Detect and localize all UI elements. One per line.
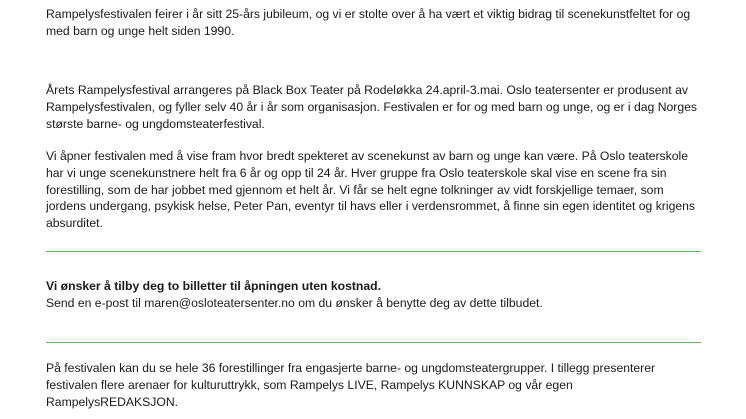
intro-paragraph: Rampelysfestivalen feirer i år sitt 25-års jubileum, og vi er stolte over å ha vært et viktig bidrag til scenekunstfeltet for og med barn og unge helt siden 1990. <box>46 7 691 38</box>
divider-bottom <box>46 342 701 343</box>
opening-paragraph: Vi åpner festivalen med å vise fram hvor bredt spekteret av scenekunst av barn og unge kan være. På Oslo teaterskole har vi unge scenekunstnere helt fra 6 år og opp til 24 år. Hver gruppe fra Oslo teaterskole skal vise en scene fra sin forestilling, som de har jobbet med gjennom et helt år. Vi får se helt egne tolkninger av vidt forskjellige temaer, som jordens undergang, psykisk helse, Peter Pan, eventyr til havs eller i verdensrommet, å finne sin egen identitet og krigens absurditet. <box>46 149 695 231</box>
venue-paragraph: Årets Rampelysfestival arrangeres på Black Box Teater på Rodeløkka 24.april-3.mai. Oslo teatersenter er produsent av Rampelysfestivalen, og fyller selv 40 år i år som organisasjon. Festivalen er for og med barn og unge, og er i dag Norges største barne- og ungdomsteaterfestival. <box>46 83 698 131</box>
divider-top <box>46 251 701 252</box>
offer-title: Vi ønsker å tilby deg to billetter til åpningen uten kostnad. <box>46 279 381 293</box>
offer-body: Send en e-post til maren@osloteatersenter.no om du ønsker å benytte deg av dette tilbudet. <box>46 295 543 310</box>
program-paragraph: På festivalen kan du se hele 36 forestillinger fra engasjerte barne- og ungdomsteatergrupper. I tillegg presenterer festivalen flere arenaer for kulturuttrykk, som Rampelys LIVE, Rampelys KUNNSKAP og vår egen RampelysREDAKSJON. <box>46 361 656 409</box>
ticket-offer <box>46 278 706 312</box>
